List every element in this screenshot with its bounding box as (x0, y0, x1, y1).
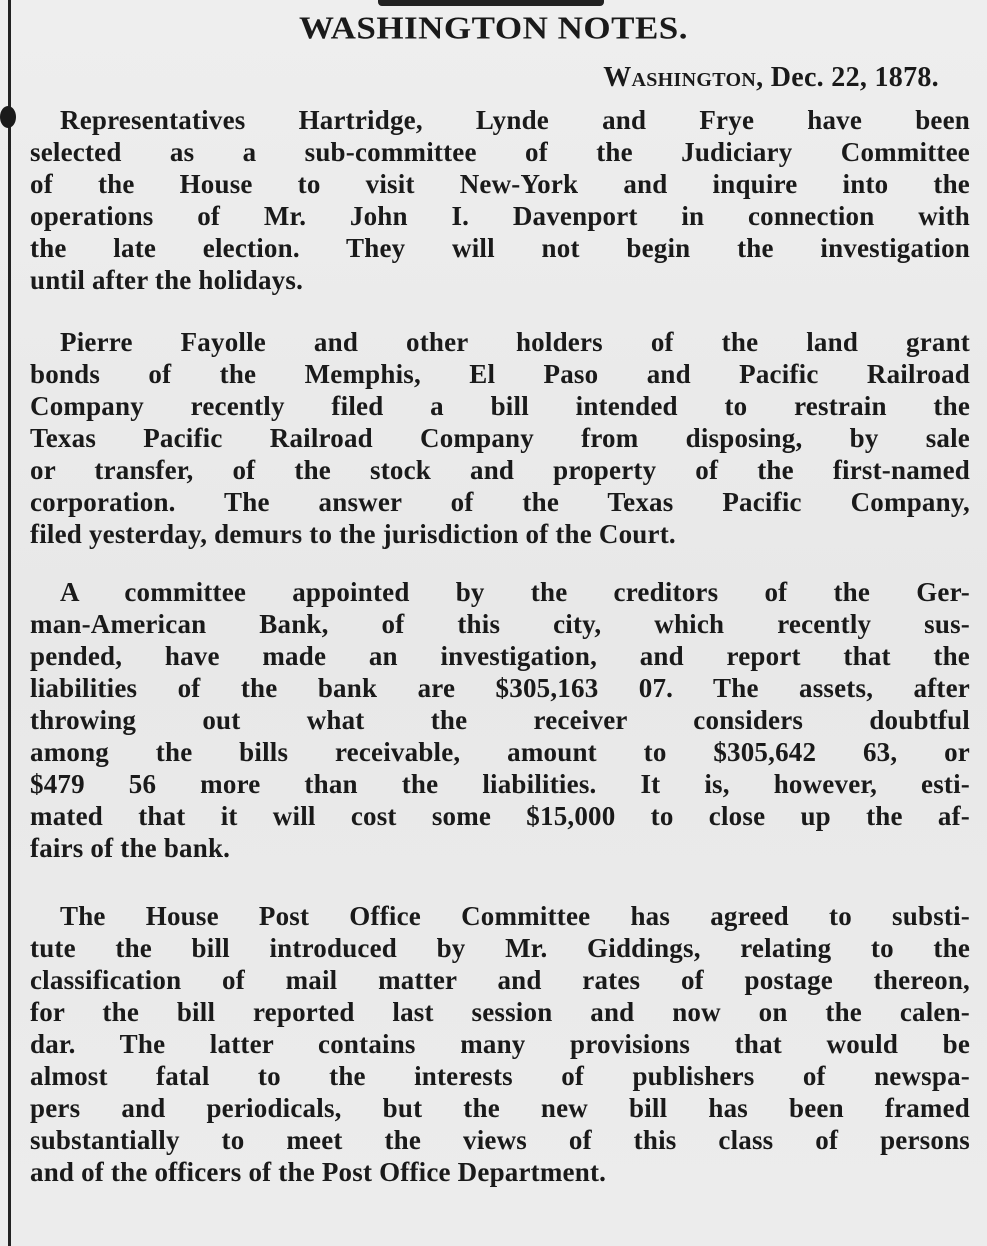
text-line: the late election. They will not begin the investigation (30, 233, 970, 263)
text-line: dar. The latter contains many provisions that would be (30, 1029, 970, 1059)
text-line: for the bill reported last session and now on the calen- (30, 997, 970, 1027)
column-rule (8, 0, 11, 1246)
text-line: pers and periodicals, but the new bill has been framed (30, 1093, 970, 1123)
text-line: Representatives Hartridge, Lynde and Frye have been (60, 105, 970, 135)
text-line: bonds of the Memphis, El Paso and Pacific Railroad (30, 359, 970, 389)
text-line: tute the bill introduced by Mr. Giddings, relating to the (30, 933, 970, 963)
dateline-place: Washington (603, 62, 757, 93)
text-line: and of the officers of the Post Office Department. (30, 1157, 607, 1187)
paragraph-railroad-bonds (30, 326, 970, 550)
text-line: or transfer, of the stock and property of the first-named (30, 455, 970, 485)
text-line: classification of mail matter and rates of postage thereon, (30, 965, 970, 995)
text-line: almost fatal to the interests of publishers of newspa- (30, 1061, 970, 1091)
dateline-date: , Dec. 22, 1878. (756, 62, 939, 93)
text-line: operations of Mr. John I. Davenport in connection with (30, 201, 970, 231)
text-line: Pierre Fayolle and other holders of the land grant (60, 327, 970, 357)
paragraph-german-american-bank (30, 576, 970, 864)
text-line: fairs of the bank. (30, 833, 231, 863)
text-line: until after the holidays. (30, 265, 304, 295)
dateline (603, 62, 939, 94)
text-line: pended, have made an investigation, and report that the (30, 641, 970, 671)
paragraph-davenport-inquiry (30, 104, 970, 296)
text-line: $479 56 more than the liabilities. It is, however, esti- (30, 769, 970, 799)
text-line: Company recently filed a bill intended to restrain the (30, 391, 970, 421)
clipped-rule-fragment (378, 0, 604, 6)
text-line: corporation. The answer of the Texas Pacific Company, (30, 487, 970, 517)
text-line: substantially to meet the views of this class of persons (30, 1125, 970, 1155)
ink-blot (0, 106, 16, 128)
paragraph-post-office-committee (30, 900, 970, 1188)
headline: WASHINGTON NOTES. (298, 9, 689, 46)
text-line: of the House to visit New-York and inquire into the (30, 169, 970, 199)
text-line: mated that it will cost some $15,000 to close up the af- (30, 801, 970, 831)
text-line: selected as a sub-committee of the Judiciary Committee (30, 137, 970, 167)
text-line: throwing out what the receiver considers doubtful (30, 705, 970, 735)
text-line: Texas Pacific Railroad Company from disposing, by sale (30, 423, 970, 453)
text-line: The House Post Office Committee has agreed to substi- (60, 901, 970, 931)
text-line: filed yesterday, demurs to the jurisdiction of the Court. (30, 519, 676, 549)
text-line: liabilities of the bank are $305,163 07. The assets, after (30, 673, 970, 703)
text-line: among the bills receivable, amount to $305,642 63, or (30, 737, 970, 767)
text-line: man-American Bank, of this city, which recently sus- (30, 609, 970, 639)
text-line: A committee appointed by the creditors of the Ger- (60, 577, 970, 607)
